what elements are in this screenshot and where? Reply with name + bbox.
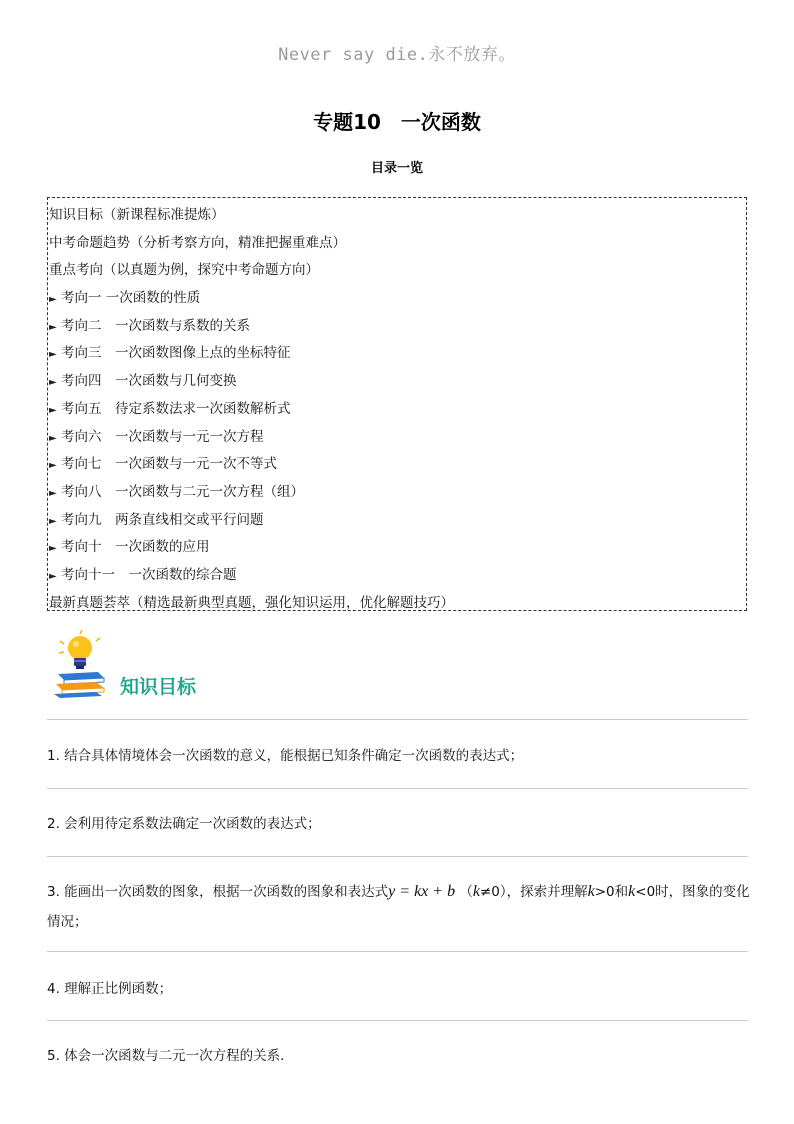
toc-item-label: 最新真题荟萃（精选最新典型真题，强化知识运用，优化解题技巧）: [49, 594, 454, 611]
formula-condition-open: （: [459, 884, 473, 900]
objective-5: 5. 体会一次函数与二元一次方程的关系．: [47, 1048, 294, 1064]
toc-item[interactable]: [48, 424, 746, 452]
toc-item-label: 考向五 待定系数法求一次函数解析式: [61, 400, 291, 417]
arrow-right-icon: ►: [49, 321, 57, 333]
arrow-right-icon: ►: [49, 432, 57, 444]
page-title: 专题10 一次函数: [313, 110, 481, 134]
lightbulb-books-icon: [52, 630, 114, 702]
arrow-right-icon: ►: [49, 349, 57, 361]
divider: [47, 719, 748, 720]
toc-item[interactable]: [48, 562, 746, 590]
toc-item[interactable]: [48, 368, 746, 396]
section-header: [52, 630, 352, 702]
toc-item[interactable]: [48, 479, 746, 507]
toc-item-label: 考向一 一次函数的性质: [61, 290, 201, 307]
variable-k: k: [587, 883, 595, 900]
arrow-right-icon: ►: [49, 515, 57, 527]
objective-3-text: <0时，图象的变化情况；: [47, 884, 750, 930]
formula-linear-function: y = kx + b: [388, 883, 456, 900]
divider: [47, 951, 748, 952]
toc-item[interactable]: [48, 313, 746, 341]
toc-item-label: 考向三 一次函数图像上点的坐标特征: [61, 345, 291, 362]
toc-item-label: 考向十 一次函数的应用: [61, 539, 210, 556]
arrow-right-icon: ►: [49, 460, 57, 472]
objective-3-text: >0和: [594, 884, 629, 900]
toc-item-label: 考向七 一次函数与一元一次不等式: [61, 456, 277, 473]
toc-item-label: 重点考向（以真题为例，探究中考命题方向）: [49, 262, 319, 279]
objective-3: [47, 877, 752, 937]
toc-item-label: 考向二 一次函数与系数的关系: [61, 317, 250, 334]
arrow-right-icon: ►: [49, 543, 57, 555]
toc-item[interactable]: [48, 257, 746, 285]
divider: [47, 788, 748, 789]
toc-heading: 目录一览: [370, 161, 423, 176]
variable-k: k: [472, 883, 480, 900]
arrow-right-icon: ►: [49, 377, 57, 389]
toc-item[interactable]: [48, 451, 746, 479]
toc-item-label: 考向八 一次函数与二元一次方程（组）: [61, 483, 304, 500]
objective-1: 1. 结合具体情境体会一次函数的意义，能根据已知条件确定一次函数的表达式；: [47, 748, 524, 764]
toc-item-label: 中考命题趋势（分析考察方向，精准把握重难点）: [49, 234, 346, 251]
toc-item-label: 知识目标（新课程标准提炼）: [49, 207, 225, 223]
section-title: 知识目标: [120, 676, 197, 698]
arrow-right-icon: ►: [49, 570, 57, 582]
divider: [47, 856, 748, 857]
toc-item[interactable]: [48, 340, 746, 368]
toc-item[interactable]: [48, 534, 746, 562]
table-of-contents: [47, 197, 747, 611]
toc-item[interactable]: [48, 202, 746, 230]
objective-2: 2. 会利用待定系数法确定一次函数的表达式；: [47, 816, 321, 832]
objective-3-text: ，探索并理解: [506, 884, 588, 900]
divider: [47, 1020, 748, 1021]
toc-item[interactable]: [48, 285, 746, 313]
toc-item-label: 考向九 两条直线相交或平行问题: [61, 511, 264, 528]
variable-k: k: [628, 883, 636, 900]
arrow-right-icon: ►: [49, 487, 57, 499]
toc-item-label: 考向四 一次函数与几何变换: [61, 373, 237, 390]
toc-item[interactable]: [48, 507, 746, 535]
watermark: Never say die.永不放弃。: [278, 45, 516, 65]
toc-item[interactable]: [48, 590, 746, 618]
formula-condition: ≠0）: [479, 884, 507, 900]
toc-item[interactable]: [48, 396, 746, 424]
objective-3-text: 3. 能画出一次函数的图象，根据一次函数的图象和表达式: [47, 884, 389, 900]
toc-item[interactable]: [48, 230, 746, 258]
objective-4: 4. 理解正比例函数；: [47, 981, 173, 997]
arrow-right-icon: ►: [49, 404, 57, 416]
toc-item-label: 考向六 一次函数与一元一次方程: [61, 428, 264, 445]
toc-item-label: 考向十一 一次函数的综合题: [61, 566, 237, 583]
arrow-right-icon: ►: [49, 294, 57, 306]
